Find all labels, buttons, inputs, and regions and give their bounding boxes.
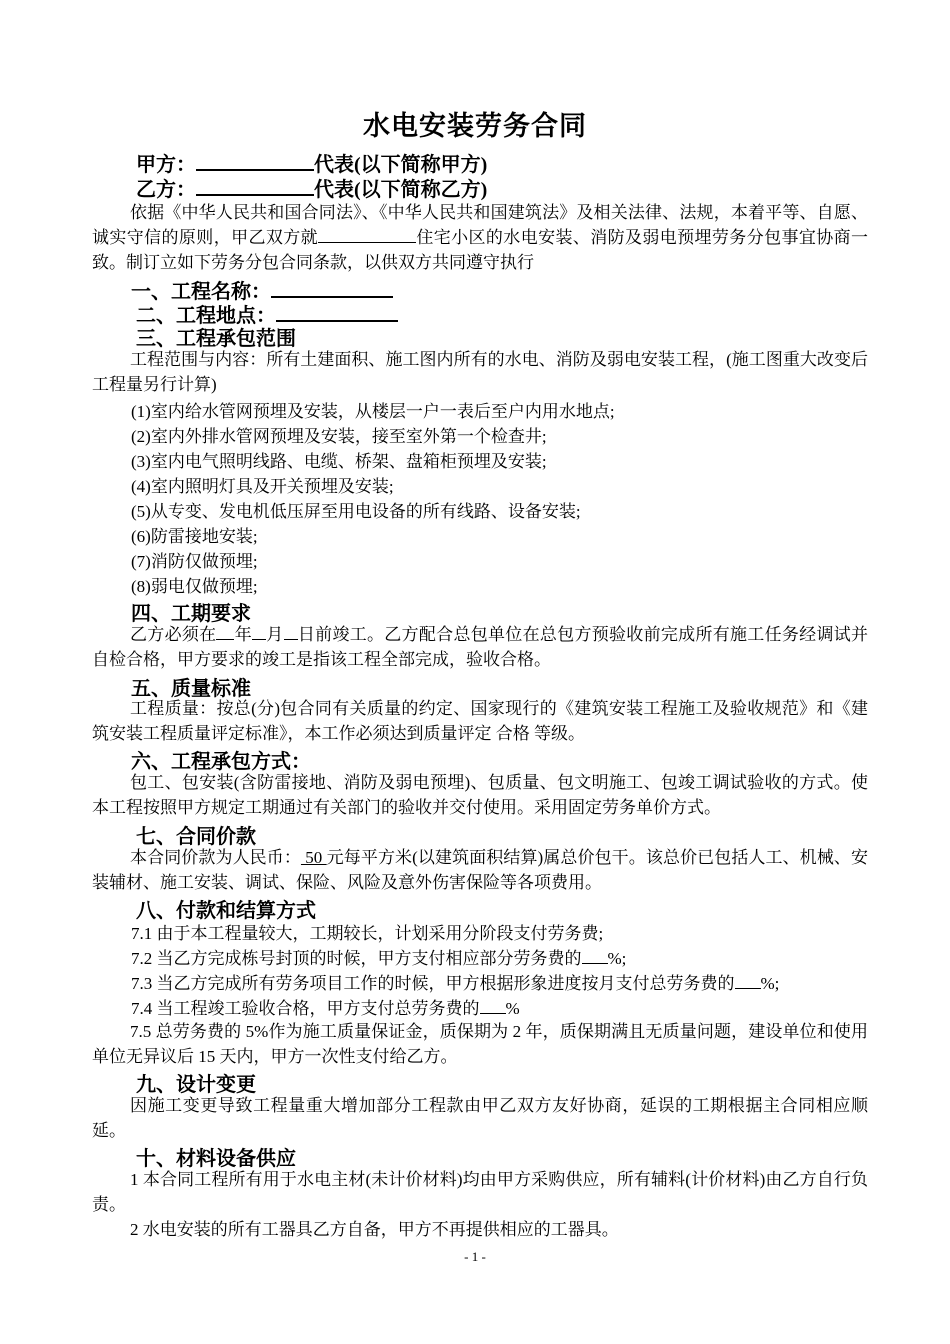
party-b-blank xyxy=(196,176,314,196)
section-4-paragraph xyxy=(92,622,868,672)
section-10-heading: 十、材料设备供应 xyxy=(136,1148,296,1170)
section-9-heading: 九、设计变更 xyxy=(136,1074,256,1096)
project-location-blank xyxy=(276,302,398,322)
scope-item: (5)从专变、发电机低压屏至用电设备的所有线路、设备安装; xyxy=(131,502,581,521)
text: 乙方必须在 xyxy=(130,625,217,644)
section-3-heading: 三、工程承包范围 xyxy=(136,328,296,350)
page-number: - 1 - xyxy=(464,1249,486,1264)
section-7-paragraph xyxy=(92,845,868,895)
price-value: 50 xyxy=(300,848,327,867)
section-5-paragraph: 工程质量：按总(分)包合同有关质量的约定、国家现行的《建筑安装工程施工及验收规范》和《建筑安装工程质量评定标准》，本工作必须达到质量评定 合格 等级。 xyxy=(92,699,868,744)
party-a-label: 甲方： xyxy=(136,154,196,176)
text: % xyxy=(505,999,520,1018)
payment-item: 7.1 由于本工程量较大，工期较长，计划采用分阶段支付劳务费; xyxy=(131,924,604,943)
section-3-paragraph: 工程范围与内容：所有土建面积、施工图内所有的水电、消防及弱电安装工程，(施工图重大改变后工程量另行计算) xyxy=(92,350,868,395)
text: 元每平方米(以建筑面积结算)属总价包干。该总价已包括人工、机械、安装辅材、施工安装、调试、保险、风险及意外伤害保险等各项费用。 xyxy=(92,848,869,893)
day-blank xyxy=(284,624,298,640)
intro-text-after: 住宅小区的水电安装、消防及弱电预埋劳务分包事宜协商一致。制订立如下劳务分包合同条款，以供双方共同遵守执行 xyxy=(92,228,868,273)
section-4-heading: 四、工期要求 xyxy=(131,603,251,625)
payment-item-retention: 7.5 总劳务费的 5%作为施工质量保证金，质保期为 2 年，质保期满且无质量问题，建设单位和使用单位无异议后 15 天内，甲方一次性支付给乙方。 xyxy=(92,1022,868,1067)
scope-item: (8)弱电仅做预埋; xyxy=(131,577,258,596)
intro-blank xyxy=(318,227,416,243)
document-title: 水电安装劳务合同 xyxy=(363,111,587,141)
text: %; xyxy=(607,949,627,968)
text: 7.3 当乙方完成所有劳务项目工作的时候，甲方根据形象进度按月支付总劳务费的 xyxy=(131,974,735,993)
intro-text-before: 依据《中华人民共和国合同法》、《中华人民共和国建筑法》及相关法律、法规，本着平等、自愿、诚实守信的原则，甲乙双方就 xyxy=(92,203,868,248)
month-blank xyxy=(252,624,266,640)
text: 7.2 当乙方完成栋号封顶的时候，甲方支付相应部分劳务费的 xyxy=(131,949,582,968)
section-6-heading: 六、工程承包方式： xyxy=(131,751,311,773)
text: 7.4 当工程竣工验收合格，甲方支付总劳务费的 xyxy=(131,999,480,1018)
text: 日前竣工。乙方配合总包单位在总包方预验收前完成所有施工任务经调试并自检合格，甲方要求的竣工是指该工程全部完成，验收合格。 xyxy=(92,625,869,670)
payment-item xyxy=(131,994,520,1019)
section-5-heading: 五、质量标准 xyxy=(131,678,251,700)
scope-item: (4)室内照明灯具及开关预埋及安装; xyxy=(131,477,394,496)
party-b-line xyxy=(136,173,487,202)
project-name-blank xyxy=(271,278,393,298)
intro-paragraph xyxy=(92,200,868,276)
scope-item: (6)防雷接地安装; xyxy=(131,527,258,546)
party-a-blank xyxy=(196,151,314,171)
year-blank xyxy=(216,624,234,640)
section-1-title: 一、工程名称： xyxy=(131,281,271,303)
section-9-paragraph: 因施工变更导致工程量重大增加部分工程款由甲乙双方友好协商，延误的工期根据主合同相应顺延。 xyxy=(92,1096,868,1141)
section-8-heading: 八、付款和结算方式 xyxy=(136,900,316,922)
percent-blank xyxy=(735,973,761,989)
percent-blank xyxy=(480,998,506,1014)
party-b-suffix: 代表(以下简称乙方) xyxy=(314,179,488,201)
party-a-suffix: 代表(以下简称甲方) xyxy=(314,154,488,176)
text: 本合同价款为人民币： xyxy=(130,848,301,867)
scope-item: (2)室内外排水管网预埋及安装，接至室外第一个检查井; xyxy=(131,427,547,446)
text: %; xyxy=(760,974,780,993)
payment-item xyxy=(131,944,626,969)
scope-item: (3)室内电气照明线路、电缆、桥架、盘箱柜预埋及安装; xyxy=(131,452,547,471)
text: 年 xyxy=(234,625,253,644)
section-7-heading: 七、合同价款 xyxy=(136,826,256,848)
scope-item: (7)消防仅做预埋; xyxy=(131,552,258,571)
percent-blank xyxy=(582,948,608,964)
section-10-paragraph-1: 1 本合同工程所有用于水电主材(未计价材料)均由甲方采购供应，所有辅料(计价材料)由乙方自行负责。 xyxy=(92,1170,868,1215)
scope-item: (1)室内给水管网预埋及安装，从楼层一户一表后至户内用水地点; xyxy=(131,402,615,421)
section-2-title: 二、工程地点： xyxy=(136,305,276,327)
payment-item xyxy=(131,969,779,994)
party-b-label: 乙方： xyxy=(136,179,196,201)
text: 月 xyxy=(266,625,284,644)
section-6-paragraph: 包工、包安装(含防雷接地、消防及弱电预埋)、包质量、包文明施工、包竣工调试验收的方式。使本工程按照甲方规定工期通过有关部门的验收并交付使用。采用固定劳务单价方式。 xyxy=(92,773,868,818)
section-10-paragraph-2: 2 水电安装的所有工器具乙方自备，甲方不再提供相应的工器具。 xyxy=(130,1220,619,1239)
